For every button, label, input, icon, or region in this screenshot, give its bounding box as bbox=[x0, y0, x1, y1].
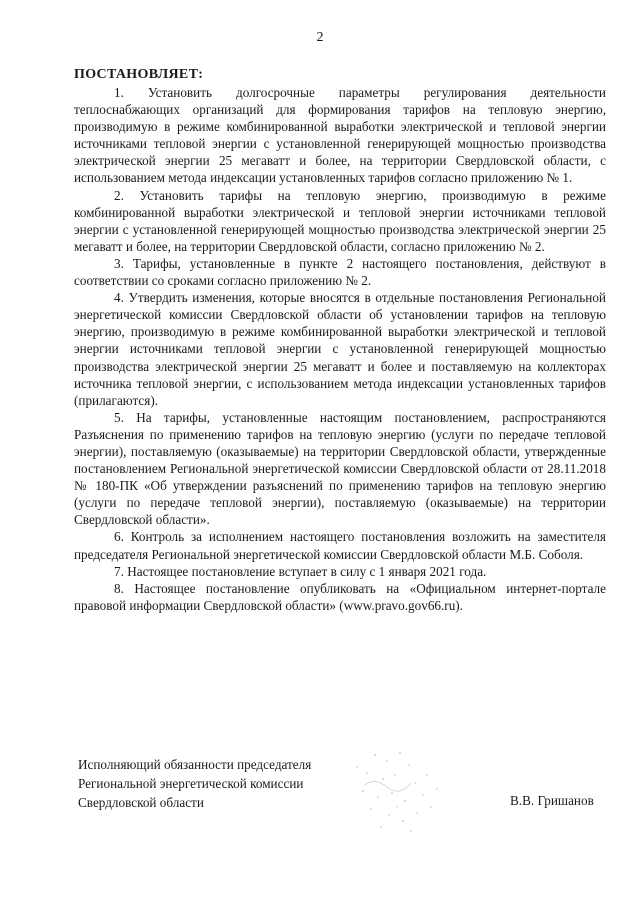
paragraph-2: 2. Установить тарифы на тепловую энергию, производимую в режиме комбинированной выработки электрической и тепловой энергии источниками тепловой энергии с установленной генерирующей мощностью производства электрической энергии 25 мегаватт и более, на территории Свердловской области, согласно приложению № 2. bbox=[74, 187, 606, 254]
paragraph-8: 8. Настоящее постановление опубликовать на «Официальном интернет-портале правовой информации Свердловской области» (www.pravo.gov66.ru). bbox=[74, 580, 606, 613]
paragraph-3: 3. Тарифы, установленные в пункте 2 настоящего постановления, действуют в соответствии со сроками согласно приложению № 2. bbox=[74, 255, 606, 289]
paragraph-1: 1. Установить долгосрочные параметры регулирования деятельности теплоснабжающих организаций для формирования тарифов на тепловую энергию, производимую в режиме комбинированной выработки электрической и тепловой энергии источниками тепловой энергии с установленной генерирующей мощностью производства электрической энергии 25 мегаватт и более, на территории Свердловской области, с использованием метода индексации установленных тарифов согласно приложению № 1. bbox=[74, 85, 606, 186]
signatory-name: В.В. Гришанов bbox=[510, 793, 594, 808]
page-number: 2 bbox=[316, 30, 324, 45]
signatory-title-line: Свердловской области bbox=[78, 795, 204, 811]
resolution-body bbox=[74, 84, 606, 614]
signatory-title bbox=[78, 755, 311, 813]
signatory-title-line: Исполняющий обязанности председателя bbox=[78, 757, 312, 772]
signature-scribble bbox=[345, 745, 455, 835]
paragraph-6: 6. Контроль за исполнением настоящего постановления возложить на заместителя председателя Региональной энергетической комиссии Свердловской области М.Б. Соболя. bbox=[74, 529, 606, 562]
paragraph-5: 5. На тарифы, установленные настоящим постановлением, распространяются Разъяснения по применению тарифов на тепловую энергию (услуги по передаче тепловой энергии), поставляемую (оказываемые) на территории Свердловской области, утвержденные постановлением Региональной энергетической комиссии Свердловской области от 28.11.2018 № 180-ПК «Об утверждении разъяснений по применению тарифов на тепловую энергию (услуги по передаче тепловой энергии), поставляемую (оказываемые) на территории Свердловской области». bbox=[74, 409, 606, 528]
resolution-heading: ПОСТАНОВЛЯЕТ: bbox=[74, 67, 204, 82]
signatory-title-line: Региональной энергетической комиссии bbox=[78, 776, 304, 792]
paragraph-4: 4. Утвердить изменения, которые вносятся в отдельные постановления Региональной энергетической комиссии Свердловской области об установлении тарифов на тепловую энергию, производимую в режиме комбинированной выработки электрической и тепловой энергии источниками тепловой энергии с установленной генерирующей мощностью производства электрической энергии 25 мегаватт и более и поставляемую на коллекторах источника тепловой энергии, с использованием метода индексации установленных тарифов (прилагаются). bbox=[74, 290, 606, 408]
paragraph-7: 7. Настоящее постановление вступает в силу с 1 января 2021 года. bbox=[114, 563, 487, 579]
